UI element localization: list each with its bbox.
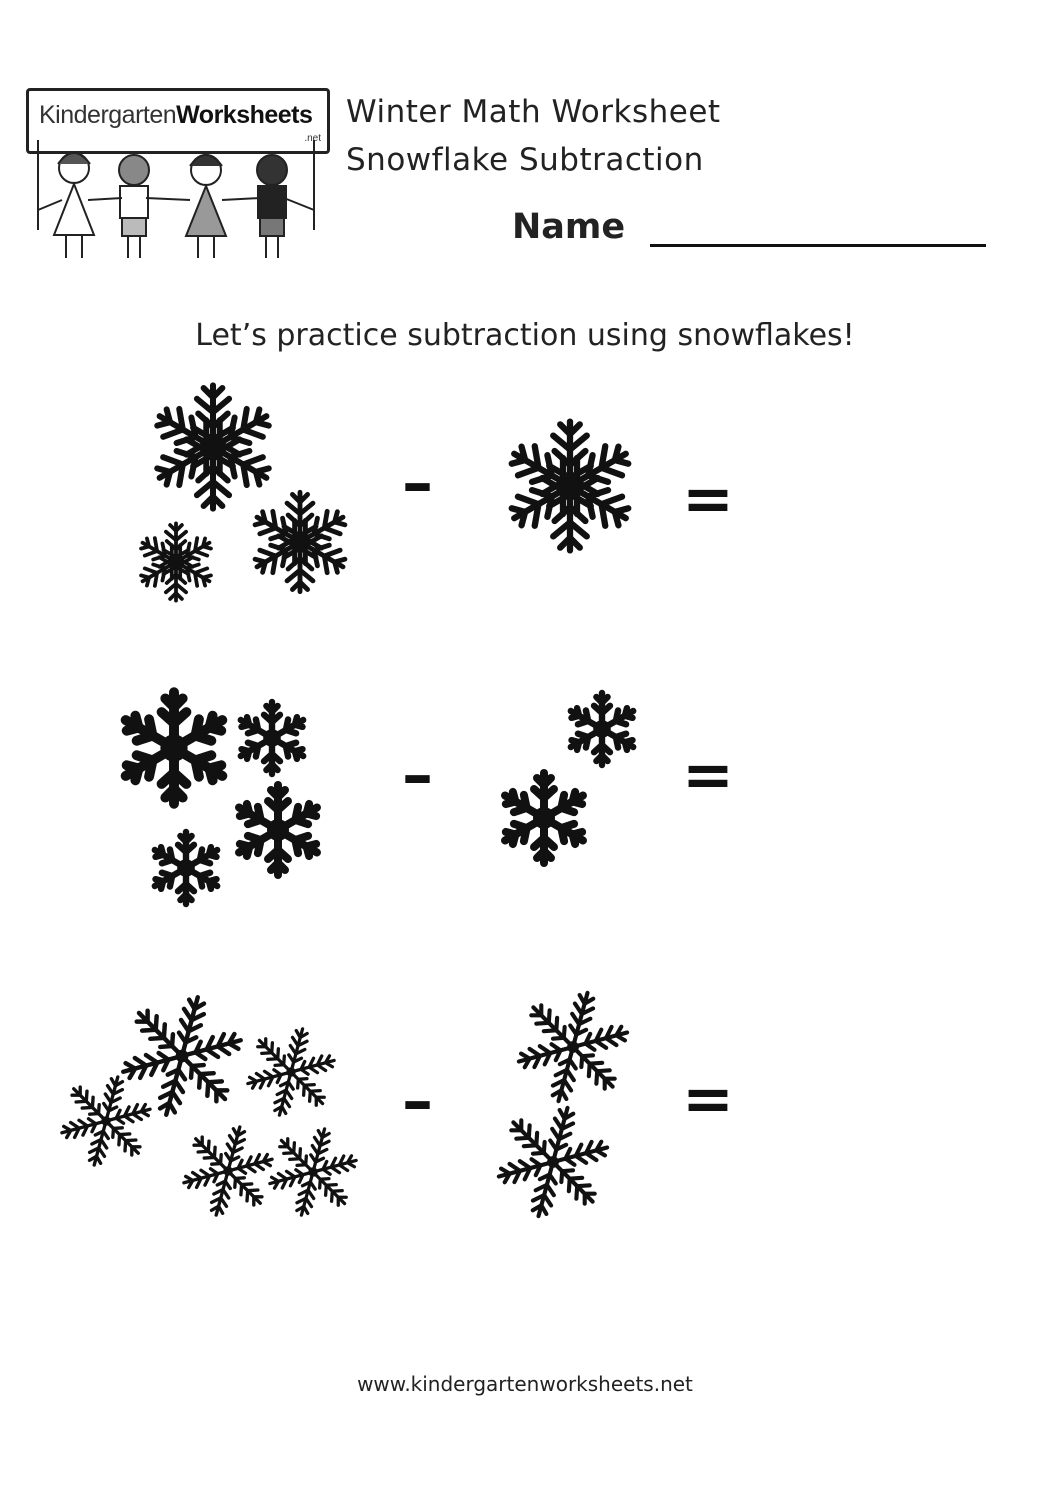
minus-sign: – (402, 446, 433, 519)
snowflake-icon (500, 416, 640, 556)
instructions: Let’s practice subtraction using snowflakes! (195, 318, 855, 353)
snowflake-icon (246, 488, 354, 596)
equals-sign: = (682, 462, 734, 535)
minus-sign: – (402, 738, 433, 811)
children-illustration (22, 140, 342, 270)
equals-sign: = (682, 738, 734, 811)
snowflake-icon (180, 1118, 276, 1224)
minus-sign: – (402, 1064, 433, 1137)
answer-space[interactable] (760, 1050, 960, 1160)
snowflake-icon (134, 520, 218, 604)
worksheet-title: Winter Math Worksheet (346, 94, 721, 130)
snowflake-icon (232, 698, 312, 778)
footer-url: www.kindergartenworksheets.net (357, 1372, 693, 1396)
snowflake-icon (266, 1120, 360, 1224)
snowflake-icon (228, 772, 328, 888)
snowflake-icon (562, 686, 642, 772)
logo-text (39, 101, 312, 130)
snowflake-icon (58, 1068, 154, 1174)
logo-suffix: .net (304, 133, 321, 144)
answer-space[interactable] (760, 440, 960, 550)
snowflake-icon (514, 988, 632, 1106)
snowflake-icon (112, 686, 236, 810)
snowflake-icon (244, 1020, 338, 1124)
snowflake-icon (494, 762, 594, 874)
equals-sign: = (682, 1062, 734, 1135)
name-answer-line[interactable] (650, 244, 986, 247)
name-label: Name (512, 207, 626, 247)
answer-space[interactable] (760, 720, 960, 830)
worksheet-subtitle: Snowflake Subtraction (346, 142, 704, 178)
logo (22, 80, 342, 270)
logo-brand-light: Kindergarten (39, 101, 177, 129)
logo-brand-bold: Worksheets (176, 101, 313, 129)
snowflake-icon (146, 824, 226, 912)
snowflake-icon (494, 1102, 612, 1222)
